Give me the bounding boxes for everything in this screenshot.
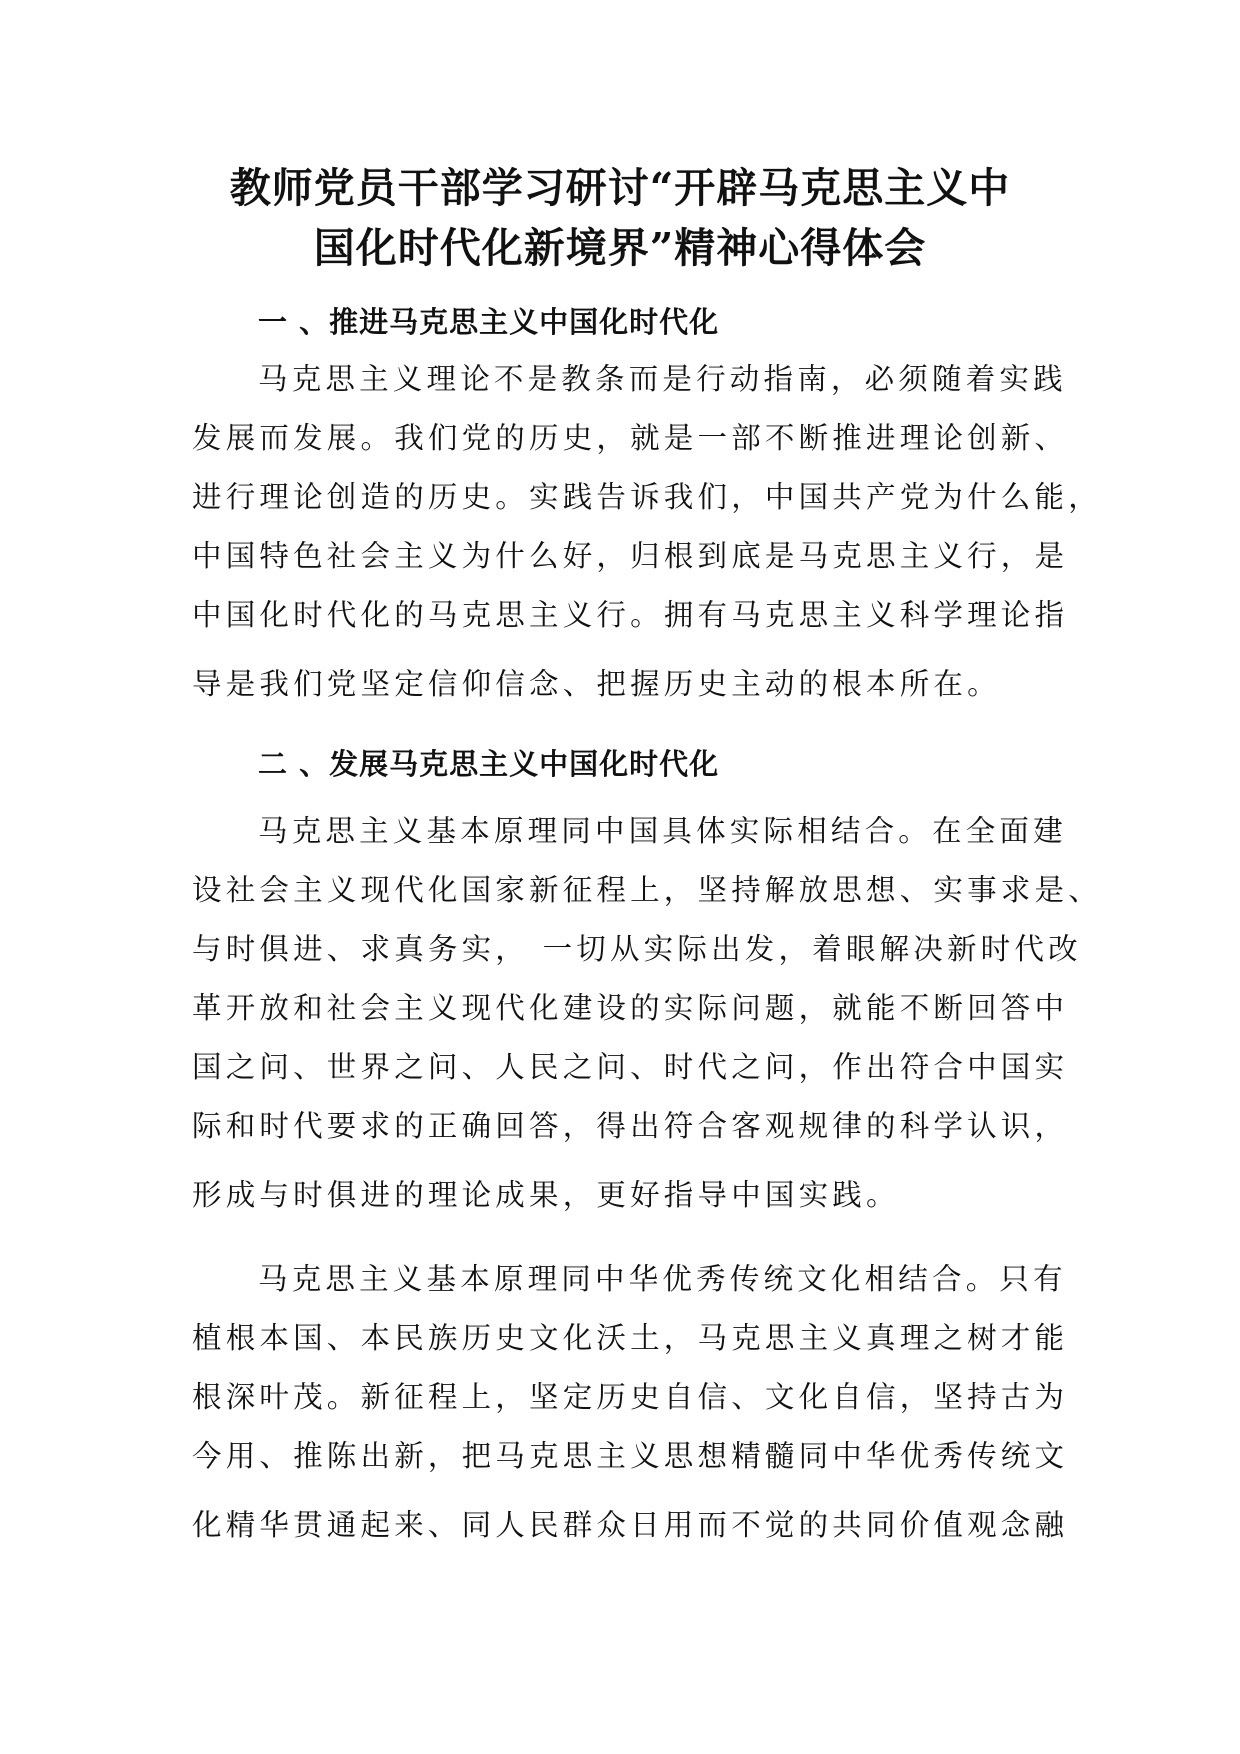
section-heading-2: 二 、发展马克思主义中国化时代化 (258, 747, 720, 781)
paragraph-line: 马克思主义基本原理同中华优秀传统文化相结合。只有 (258, 1262, 1067, 1296)
paragraph-3 (192, 1250, 1072, 1555)
paragraph-line: 与时俱进、求真务实， 一切从实际出发，着眼解决新时代改 (192, 932, 1082, 966)
paragraph-2 (192, 802, 1102, 1225)
paragraph-line: 中国化时代化的马克思主义行。拥有马克思主义科学理论指 (192, 598, 1069, 632)
section-heading-1: 一 、推进马克思主义中国化时代化 (258, 305, 720, 339)
paragraph-line: 发展而发展。我们党的历史，就是一部不断推进理论创新、 (192, 421, 1069, 455)
paragraph-line: 际和时代要求的正确回答，得出符合客观规律的科学认识， (192, 1109, 1069, 1143)
paragraph-line: 马克思主义基本原理同中国具体实际相结合。在全面建 (258, 814, 1067, 848)
document-title (150, 158, 1090, 278)
paragraph-line: 今用、推陈出新，把马克思主义思想精髓同中华优秀传统文 (192, 1439, 1069, 1473)
title-line-1: 教师党员干部学习研讨“开辟马克思主义中 (229, 164, 1011, 212)
paragraph-line: 中国特色社会主义为什么好，归根到底是马克思主义行，是 (192, 539, 1069, 573)
paragraph-line: 进行理论创造的历史。实践告诉我们，中国共产党为什么能， (192, 480, 1102, 514)
title-line-2: 国化时代化新境界”精神心得体会 (313, 224, 927, 272)
paragraph-line: 马克思主义理论不是教条而是行动指南，必须随着实践 (258, 362, 1067, 396)
paragraph-1 (192, 350, 1102, 714)
paragraph-line: 革开放和社会主义现代化建设的实际问题，就能不断回答中 (192, 991, 1069, 1025)
paragraph-line: 植根本国、本民族历史文化沃土，马克思主义真理之树才能 (192, 1321, 1069, 1355)
paragraph-line: 国之问、世界之问、人民之问、时代之问，作出符合中国实 (192, 1050, 1069, 1084)
paragraph-line: 设社会主义现代化国家新征程上，坚持解放思想、实事求是、 (192, 873, 1102, 907)
paragraph-line: 导是我们党坚定信仰信念、把握历史主动的根本所在。 (192, 667, 1001, 701)
paragraph-line: 化精华贯通起来、同人民群众日用而不觉的共同价值观念融 (192, 1508, 1069, 1542)
paragraph-line: 形成与时俱进的理论成果，更好指导中国实践。 (192, 1178, 900, 1212)
paragraph-line: 根深叶茂。新征程上，坚定历史自信、文化自信，坚持古为 (192, 1380, 1069, 1414)
